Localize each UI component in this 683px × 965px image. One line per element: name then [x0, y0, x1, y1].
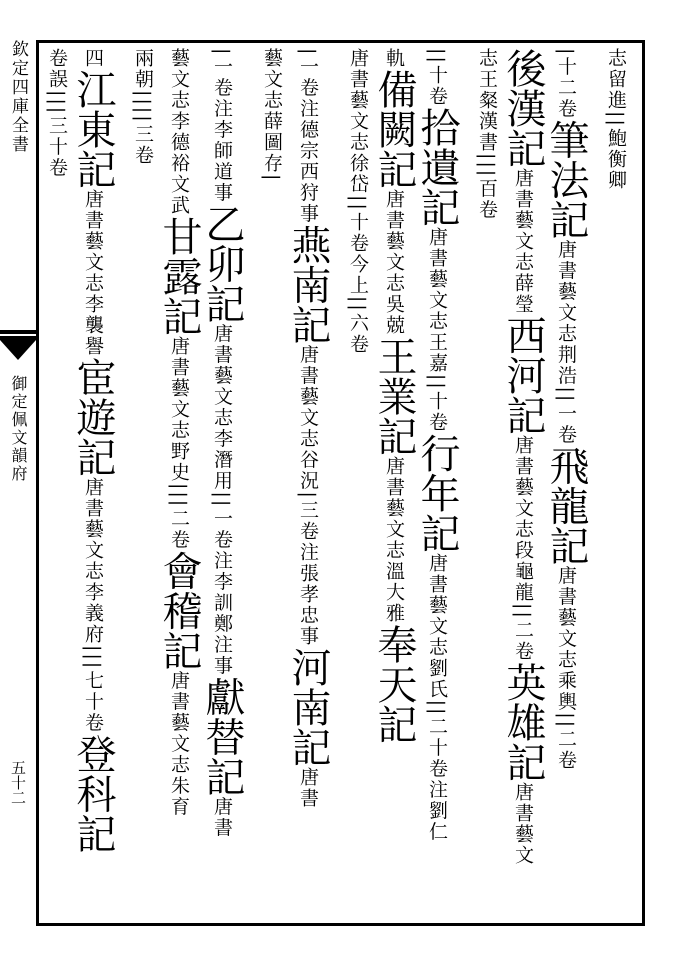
entry-text: 志王粲漢書	[476, 48, 498, 153]
entry-heading: 王業記	[371, 336, 417, 456]
entry-text: ||十卷	[426, 373, 448, 433]
entry-text: 藝文志薛圖存|	[261, 48, 283, 183]
book-title: 御定佩文韻府	[9, 375, 28, 483]
entry-text: |二十卷注劉仁	[426, 708, 448, 843]
entry-heading: 登科記	[70, 733, 116, 854]
entry-heading: 乙卯記	[199, 203, 245, 324]
entry-text: 唐書藝文志李義府	[82, 477, 104, 645]
entry-text: 唐書藝文志王嘉	[426, 226, 448, 374]
text-column	[199, 48, 250, 916]
entry-text: ||十卷	[347, 195, 369, 254]
entry-text: |	[605, 119, 627, 128]
entry-text: 唐書藝文志吳兢	[383, 189, 405, 336]
entry-text: 藝文志李德裕文武	[168, 48, 190, 216]
entry-text: 四	[82, 48, 104, 69]
entry-text: 卷	[46, 48, 68, 69]
entry-text: |一卷	[555, 394, 577, 446]
entry-heading: 甘露記	[156, 216, 202, 336]
entry-heading: 燕南記	[285, 224, 331, 345]
entry-text: 唐書藝文志徐岱	[347, 48, 369, 195]
entry-text: 唐書藝文志劉氏|	[426, 552, 448, 709]
entry-text: 唐書藝文志李襲譽	[82, 189, 104, 357]
collection-title: 欽定四庫全書	[8, 40, 28, 154]
entry-text: |	[555, 386, 577, 395]
entry-heading: 行年記	[414, 432, 460, 553]
entry-text: 唐書藝文志溫大雅	[383, 456, 405, 624]
text-column	[70, 48, 121, 916]
entry-text: |||二卷	[168, 483, 190, 551]
entry-text: |三卷注張孝忠事	[297, 491, 319, 647]
entry-text: ||十卷	[426, 48, 448, 107]
page-number: 五十二	[9, 760, 27, 805]
entry-text: 唐書藝文志段龜龍	[512, 435, 534, 603]
text-column	[414, 48, 465, 916]
entry-text: 志留進	[605, 48, 627, 111]
entry-text: 唐書藝文志野史	[168, 336, 190, 483]
entry-text: 誤|||三十卷	[46, 69, 68, 179]
text-column	[250, 48, 293, 916]
entry-text: 唐書藝文志李潛用|	[211, 323, 233, 500]
entry-text: ||六卷	[347, 295, 369, 355]
text-column	[371, 48, 422, 916]
text-column	[121, 48, 164, 916]
entry-heading: 奉天記	[371, 624, 417, 744]
text-column	[594, 48, 637, 916]
entry-text: |二卷	[555, 720, 577, 772]
text-column	[35, 48, 78, 916]
entry-heading: 飛龍記	[543, 445, 589, 566]
entry-text: |一卷注李師道事	[211, 48, 233, 204]
entry-text: 唐書	[297, 766, 319, 809]
entry-text: 唐書藝文	[512, 781, 534, 866]
entry-text: 今上	[347, 253, 369, 296]
entry-heading: 後漢記	[500, 48, 546, 168]
entry-text: 軌	[383, 48, 405, 69]
entry-text: 唐書藝文志朱育	[168, 670, 190, 818]
entry-heading: 英雄記	[500, 661, 546, 782]
entry-text: 鮑衡卿	[605, 127, 627, 191]
fishtail-mark-icon	[0, 330, 36, 366]
entry-heading: 河南記	[285, 646, 331, 767]
entry-text: 唐書藝文志薛瑩	[512, 168, 534, 315]
entry-heading: 宦遊記	[70, 357, 116, 477]
entry-text: |一卷注德宗西狩事	[297, 48, 319, 225]
entry-text: |	[605, 111, 627, 120]
text-column	[336, 48, 379, 916]
entry-text: 兩朝	[132, 48, 154, 90]
entry-heading: 江東記	[70, 69, 116, 189]
text-column	[543, 48, 594, 916]
entry-text: |一卷注李訓鄭注事	[211, 499, 233, 677]
entry-text: 唐書	[211, 796, 233, 839]
entry-heading: 獻替記	[199, 676, 245, 797]
entry-text: |||百卷	[476, 153, 498, 221]
entry-heading: 備闕記	[371, 69, 417, 189]
text-column	[156, 48, 207, 916]
text-column	[500, 48, 551, 916]
text-column	[465, 48, 508, 916]
entry-text: 唐書藝文志荆浩	[555, 239, 577, 387]
entry-text: |十二卷	[555, 48, 577, 120]
text-column	[285, 48, 336, 916]
entry-text: |||七十卷	[82, 645, 104, 734]
entry-heading: 西河記	[500, 315, 546, 435]
entry-heading: 會稽記	[156, 550, 202, 671]
entry-text: ||||三卷	[132, 90, 154, 166]
entry-heading: 拾遺記	[414, 106, 460, 227]
entry-text: 唐書藝文志乘輿|	[555, 565, 577, 721]
entry-text: 唐書藝文志谷況	[297, 344, 319, 492]
entry-heading: 筆法記	[543, 119, 589, 240]
book-margin	[0, 40, 39, 923]
entry-text: ||二卷	[512, 603, 534, 662]
